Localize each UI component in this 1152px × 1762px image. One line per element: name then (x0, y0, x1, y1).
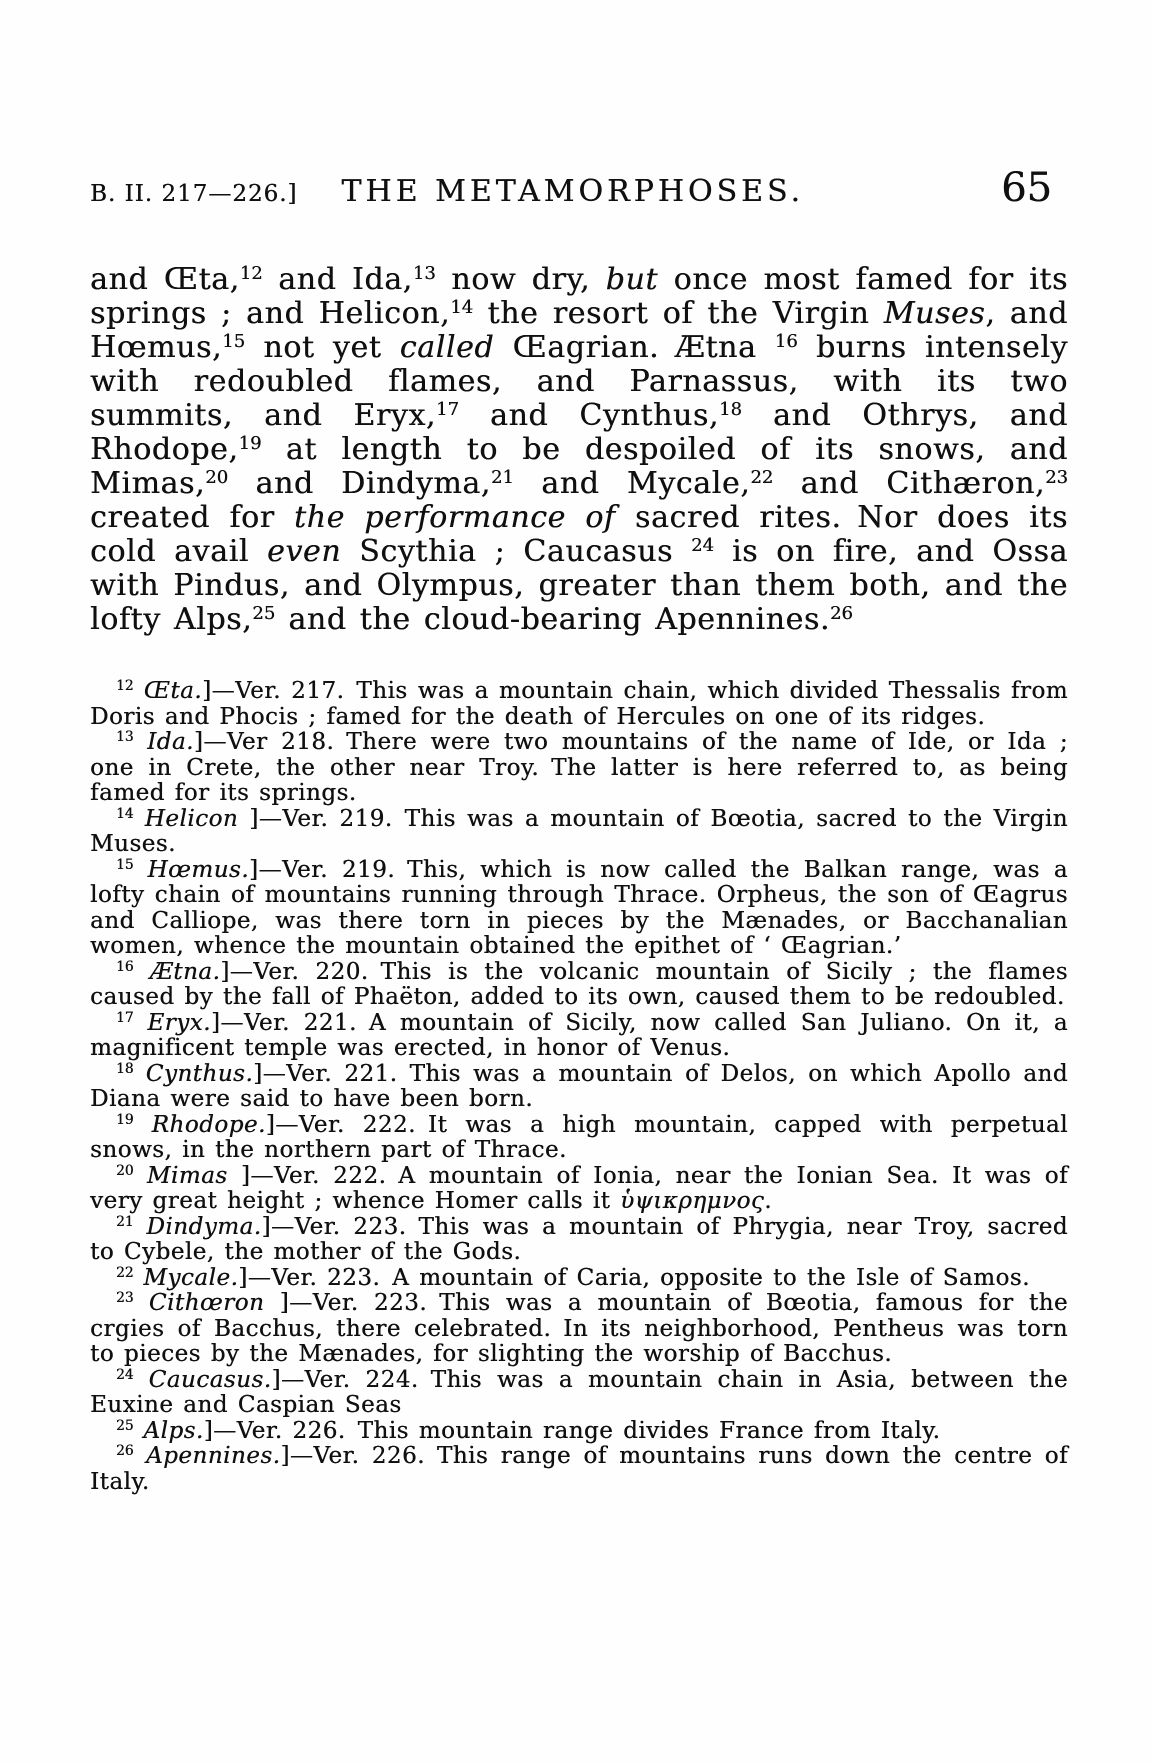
footnote-24: $^{24}$ Caucasus.]—Ver. 224. This was a mountain chain in Asia, between the Euxine and Caspian Seas (90, 1366, 1068, 1418)
footnote-15: $^{15}$ Hœmus.]—Ver. 219. This, which is now called the Balkan range, was a lofty chain of mountains running through Thrace. Orpheus, the son of Œagrus and Calliope, was there torn in pieces by the Mænades, or Bacchanalian women, whence the mountain obtained the epithet of ‘ Œagrian.’ (90, 856, 1068, 959)
footnote-16: $^{16}$ Ætna.]—Ver. 220. This is the volcanic mountain of Sicily ; the flames caused by the fall of Phaëton, added to its own, caused them to be redoubled. (90, 958, 1069, 1010)
footnote-20: $^{20}$ Mimas ]—Ver. 222. A mountain of Ionia, near the Ionian Sea. It was of very great height ; whence Homer calls it ὑψικρημνος. (90, 1162, 1069, 1214)
page-header (90, 165, 1068, 211)
footnote-12: $^{12}$ Œta.]—Ver. 217. This was a mountain chain, which divided Thessalis from Doris and Phocis ; famed for the death of Hercules on one of its ridges. (90, 678, 1069, 730)
footnote-23: $^{23}$ Cithœron ]—Ver. 223. This was a mountain of Bœotia, famous for the crgies of Bacchus, there celebrated. In its neighborhood, Pentheus was torn to pieces by the Mænades, for slighting the worship of Bacchus. (90, 1290, 1069, 1367)
footnote-13: $^{13}$ Ida.]—Ver 218. There were two mountains of the name of Ide, or Ida ; one in Crete, the other near Troy. The latter is here referred to, as being famed for its springs. (90, 729, 1068, 806)
footnotes-section (90, 679, 1068, 1495)
page-content (90, 165, 1069, 1495)
footnote-26: $^{26}$ Apennines.]—Ver. 226. This range of mountains runs down the centre of Italy. (90, 1443, 1068, 1495)
book-verse-reference: B. II. 217—226.] (90, 181, 298, 207)
footnote-21: $^{21}$ Dindyma.]—Ver. 223. This was a mountain of Phrygia, near Troy, sacred to Cybele, the mother of the Gods. (90, 1213, 1068, 1265)
footnote-17: $^{17}$ Eryx.]—Ver. 221. A mountain of Sicily, now called San Juliano. On it, a magnificent temple was erected, in honor of Venus. (90, 1009, 1068, 1061)
footnote-18: $^{18}$ Cynthus.]—Ver. 221. This was a mountain of Delos, on which Apollo and Diana were said to have been born. (90, 1060, 1068, 1112)
page-number: 65 (1001, 165, 1052, 211)
footnote-14: $^{14}$ Helicon ]—Ver. 219. This was a mountain of Bœotia, sacred to the Virgin Muses. (90, 805, 1068, 857)
main-text-paragraph: and Œta,$^{12}$ and Ida,$^{13}$ now dry, but once most famed for its springs ; and Helicon,$^{14}$ the resort of the Virgin Muses, and Hœmus,$^{15}$ not yet called Œagrian. Ætna $^{16}$ burns intensely with redoubled flames, and Parnassus, with its two summits, and Eryx,$^{17}$ and Cynthus,$^{18}$ and Othrys, and Rhodope,$^{19}$ at length to be despoiled of its snows, and Mimas,$^{20}$ and Dindyma,$^{21}$ and Mycale,$^{22}$ and Cithæron,$^{23}$ created for the performance of sacred rites. Nor does its cold avail even Scythia ; Caucasus $^{24}$ is on fire, and Ossa with Pindus, and Olympus, greater than them both, and the lofty Alps,$^{25}$ and the cloud-bearing Apennines.$^{26}$ (90, 262, 1069, 637)
footnote-22: $^{22}$ Mycale.]—Ver. 223. A mountain of Caria, opposite to the Isle of Samos. (116, 1264, 1030, 1291)
footnote-19: $^{19}$ Rhodope.]—Ver. 222. It was a high mountain, capped with perpetual snows, in the northern part of Thrace. (90, 1111, 1068, 1163)
page-title: THE METAMORPHOSES. (341, 174, 804, 209)
footnote-25: $^{25}$ Alps.]—Ver. 226. This mountain range divides France from Italy. (116, 1417, 941, 1444)
